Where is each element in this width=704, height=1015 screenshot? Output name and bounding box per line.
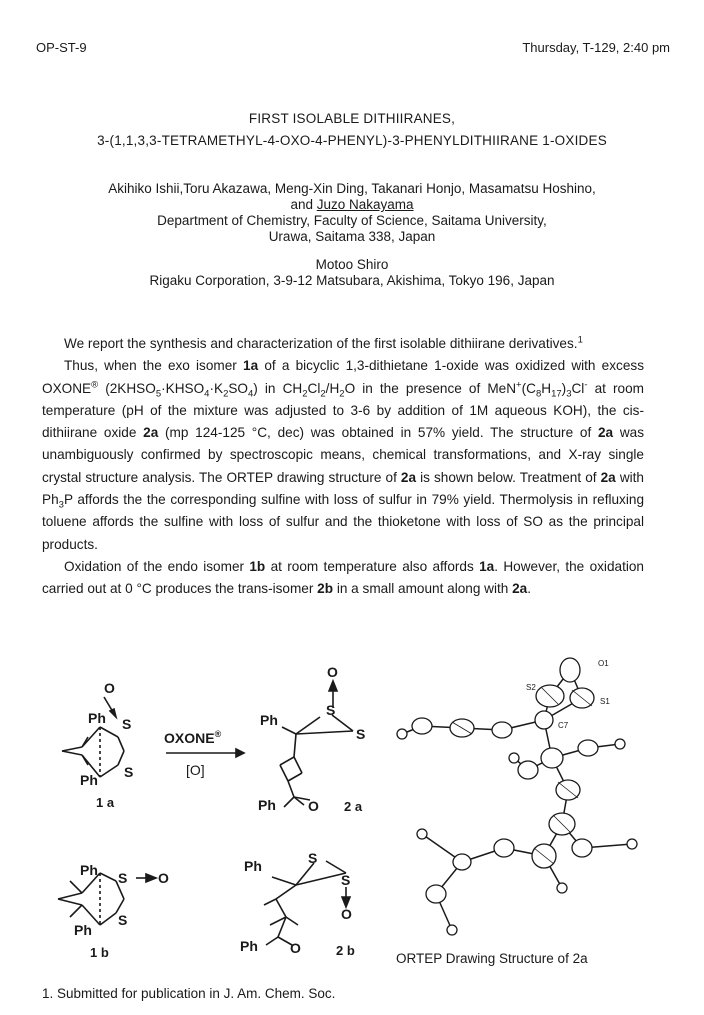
scheme-2b-s-top: S [308,850,318,866]
scheme-2a-o-bottom: O [308,798,319,814]
label-1a: 1 a [96,795,115,810]
scheme-2a-ph-bottom: Ph [258,797,276,813]
footnote: 1. Submitted for publication in J. Am. Chem. Soc. [42,986,336,1001]
compound-1a-structure [62,697,124,777]
scheme-1b-ph-bottom: Ph [74,922,92,938]
affiliation-2: Rigaku Corporation, 3-9-12 Matsubara, Akishima, Tokyo 196, Japan [149,273,555,288]
authors-line-1: Akihiko Ishii,Toru Akazawa, Meng-Xin Ding, Takanari Honjo, Masamatsu Hoshino, [108,181,596,196]
compound-2b-structure [264,861,350,945]
reaction-scheme [0,655,400,975]
scheme-2a-s-right: S [356,726,366,742]
scheme-2b-ph-bottom: Ph [240,938,258,954]
scheme-2b-s-right: S [341,872,351,888]
affiliation-1-line-1: Department of Chemistry, Faculty of Science, Saitama University, [157,213,547,228]
affiliation-1-line-2: Urawa, Saitama 338, Japan [268,229,436,244]
label-2b: 2 b [336,943,355,958]
scheme-2a-o: O [327,664,338,680]
presenting-author: Juzo Nakayama [316,197,414,212]
scheme-2b-o: O [341,906,352,922]
body-text [42,333,644,601]
session-code: OP-ST-9 [36,40,87,55]
scheme-1a-ph-top: Ph [88,710,106,726]
ortep-drawing [392,648,692,948]
scheme-1b-ph-top: Ph [80,862,98,878]
author-2: Motoo Shiro [315,257,389,272]
ortep-caption: ORTEP Drawing Structure of 2a [396,951,588,966]
scheme-1a-s-top: S [122,716,132,732]
paragraph-2: Thus, when the exo isomer 1a of a bicyclic 1,3-dithietane 1-oxide was oxidized with excess OXONE® $(2KHSO_5\cdot KHSO_4\cdot K_2SO_4)$ in $CH_2Cl_2/H_2O$ in the presence of $MeN^+(C_8H_{17})_3Cl^-$ at room temperature (pH of the mixture was adjusted to 3-6 by addition of 1M aqueous KOH), the cis-dithiirane oxide 2a (mp 124-125 °C, dec) was obtained in 57% yield. The structure of 2a was unambiguously confirmed by spectroscopic means, chemical transformations, and X-ray single crystal structure analysis. The ORTEP drawing structure of 2a is shown below. Treatment of 2a with $Ph_3P$ affords the the corresponding sulfine with loss of sulfur in 79% yield. Thermolysis in refluxing toluene affords the sulfine with loss of sulfur and the thioketone with loss of SO as the principal products. [42,358,645,552]
compound-1b-structure [58,873,156,925]
atom-label-o1: O1 [598,659,609,668]
scheme-2a-ph: Ph [260,712,278,728]
reagent-oxidant: [O] [186,762,205,778]
scheme-2b-o-bottom: O [290,940,301,956]
session-time: Thursday, T-129, 2:40 pm [522,40,670,55]
title-line-2: 3-(1,1,3,3-TETRAMETHYL-4-OXO-4-PHENYL)-3-PHENYLDITHIIRANE 1-OXIDES [97,133,607,148]
scheme-1b-o: O [158,870,169,886]
scheme-1a-s-bottom: S [124,764,134,780]
atom-label-s2: S2 [526,683,536,692]
reagent-oxone: OXONE® [164,729,222,746]
scheme-2a-s-top: S [326,702,336,718]
paragraph-1: We report the synthesis and characterization of the first isolable dithiirane derivatives.$^1$ [64,334,583,351]
scheme-1b-s-bottom: S [118,912,128,928]
scheme-1b-s-top: S [118,870,128,886]
compound-2a-structure [280,681,353,807]
scheme-1a-o: O [104,680,115,696]
atom-label-c7: C7 [558,721,569,730]
scheme-1a-ph-bottom: Ph [80,772,98,788]
authors-line-2: and Juzo Nakayama [290,197,414,212]
scheme-2b-ph: Ph [244,858,262,874]
title-line-1: FIRST ISOLABLE DITHIIRANES, [248,111,456,126]
paragraph-3: Oxidation of the endo isomer 1b at room temperature also affords 1a. However, the oxidation carried out at 0 °C produces the trans-isomer 2b in a small amount along with 2a. [42,558,644,597]
label-1b: 1 b [90,945,109,960]
label-2a: 2 a [344,799,363,814]
atom-label-s1: S1 [600,697,610,706]
